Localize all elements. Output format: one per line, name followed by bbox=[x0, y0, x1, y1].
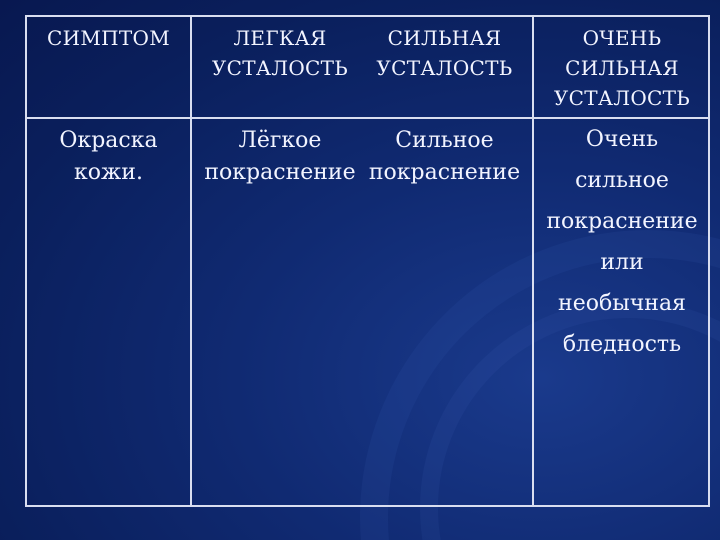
header-symptom-text: СИМПТОМ bbox=[47, 26, 170, 50]
header-strong-line2: УСТАЛОСТЬ bbox=[376, 56, 513, 80]
cell-very-strong-line6: бледность bbox=[562, 332, 682, 357]
cell-very-strong-line3: покраснение bbox=[546, 209, 698, 234]
cell-very-strong-line5: необычная bbox=[558, 291, 686, 316]
cell-very-strong bbox=[534, 119, 710, 365]
cell-strong-line2: покраснение bbox=[368, 160, 521, 185]
header-strong-line1: СИЛЬНАЯ bbox=[387, 26, 502, 50]
cell-symptom-line2: кожи. bbox=[74, 160, 143, 185]
header-very-strong-line2: СИЛЬНАЯ bbox=[565, 56, 679, 80]
cell-very-strong-line4: или bbox=[600, 250, 644, 275]
header-very-strong-line1: ОЧЕНЬ bbox=[582, 26, 662, 50]
header-symptom bbox=[27, 23, 190, 53]
cell-symptom-line1: Окраска bbox=[59, 128, 158, 153]
cell-mild-line1: Лёгкое bbox=[238, 128, 322, 153]
cell-mild bbox=[195, 125, 365, 189]
cell-symptom bbox=[27, 125, 190, 189]
header-very-strong-line3: УСТАЛОСТЬ bbox=[553, 86, 691, 110]
symptom-table bbox=[25, 15, 710, 507]
cell-very-strong-line2: сильное bbox=[575, 168, 669, 193]
cell-strong bbox=[357, 125, 532, 189]
cell-very-strong-line1: Очень bbox=[585, 127, 659, 152]
header-mild-fatigue bbox=[195, 23, 365, 83]
column-divider-1 bbox=[190, 17, 192, 505]
cell-strong-line1: Сильное bbox=[395, 128, 494, 153]
header-strong-fatigue bbox=[357, 23, 532, 83]
header-very-strong-fatigue bbox=[534, 23, 710, 113]
header-mild-line1: ЛЕГКАЯ bbox=[233, 26, 327, 50]
cell-mild-line2: покраснение bbox=[204, 160, 356, 185]
header-mild-line2: УСТАЛОСТЬ bbox=[211, 56, 349, 80]
